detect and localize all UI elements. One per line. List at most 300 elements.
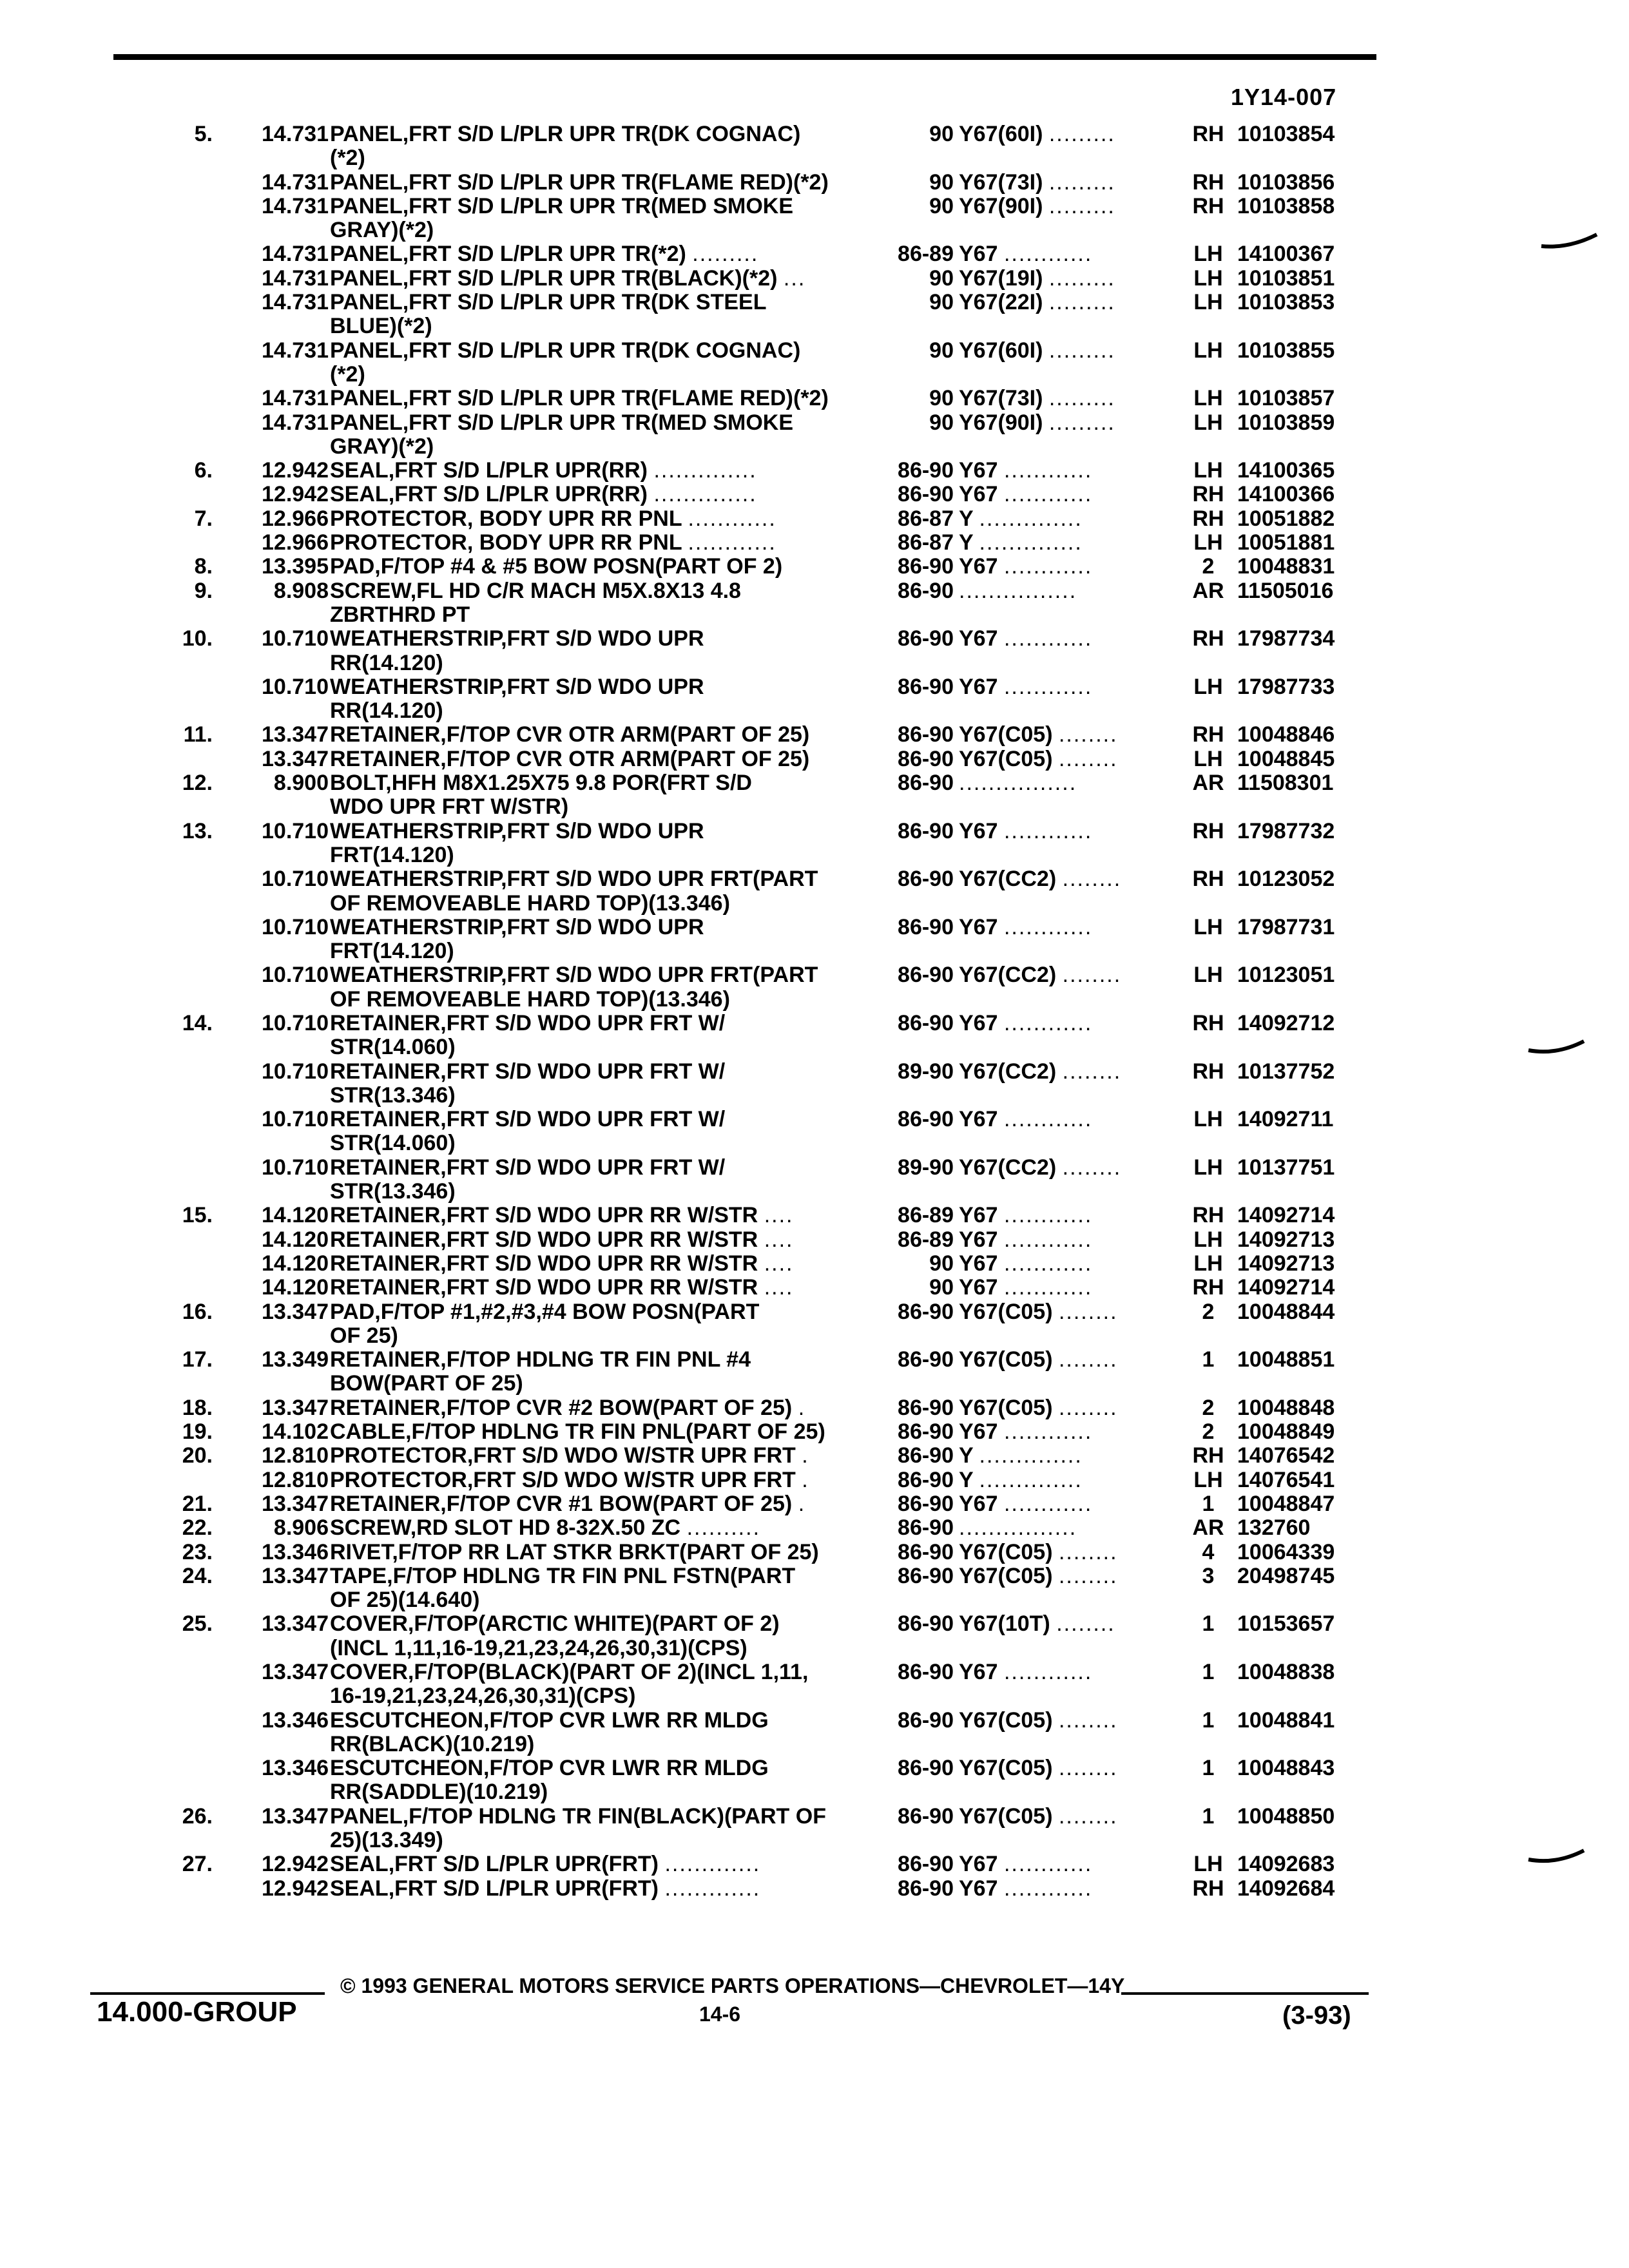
parts-row bbox=[0, 1348, 1629, 1372]
model-years: 86-90 bbox=[898, 554, 954, 579]
figure-number: 10.710 bbox=[262, 1010, 329, 1035]
part-detail: ,FRT S/D WDO W/STR UPR FRT bbox=[467, 1468, 796, 1492]
option-code bbox=[959, 1420, 1191, 1444]
leader-dots: . bbox=[802, 1444, 809, 1468]
part-description bbox=[330, 122, 845, 146]
option-dots: ......... bbox=[1048, 266, 1115, 291]
part-description bbox=[330, 459, 845, 483]
part-description bbox=[330, 1252, 845, 1276]
option-dots: ................ bbox=[959, 771, 1077, 796]
parts-row bbox=[0, 1420, 1629, 1444]
part-description bbox=[330, 699, 845, 723]
part-description bbox=[330, 1108, 845, 1131]
part-detail: ,FRT S/D WDO UPR RR W/STR bbox=[440, 1204, 758, 1228]
part-description bbox=[330, 843, 845, 867]
parts-row-continuation bbox=[0, 795, 1629, 819]
part-name: WEATHERSTRIP bbox=[330, 867, 501, 892]
part-description bbox=[330, 1877, 845, 1901]
part-detail: ,FRT S/D L/PLR UPR TR(DK STEEL bbox=[402, 291, 767, 315]
option-value: Y67 bbox=[959, 1660, 998, 1684]
part-name: PAD bbox=[330, 555, 375, 579]
model-years: 86-90 bbox=[898, 1660, 954, 1684]
parts-row bbox=[0, 291, 1629, 314]
part-detail: STR(14.060) bbox=[330, 1035, 456, 1060]
option-dots: ......... bbox=[1048, 170, 1115, 195]
model-years: 86-90 bbox=[898, 914, 954, 939]
part-detail: GRAY)(*2) bbox=[330, 434, 434, 459]
figure-number: 10.710 bbox=[262, 914, 329, 939]
parts-row bbox=[0, 1012, 1629, 1035]
part-detail: ,FRT S/D WDO UPR RR W/STR bbox=[440, 1251, 758, 1276]
leader-dots: .............. bbox=[653, 483, 757, 507]
part-name: PROTECTOR bbox=[330, 531, 467, 555]
option-value: Y67(C05) bbox=[959, 1708, 1053, 1733]
parts-row-continuation bbox=[0, 1684, 1629, 1708]
option-value: Y67(C05) bbox=[959, 1756, 1053, 1781]
part-description bbox=[330, 387, 845, 410]
parts-row bbox=[0, 1396, 1629, 1420]
option-value: Y67(60I) bbox=[959, 122, 1043, 146]
part-number: 14092684 bbox=[1237, 1876, 1335, 1901]
parts-row-continuation bbox=[0, 699, 1629, 723]
option-code bbox=[959, 1756, 1191, 1780]
part-detail: , BODY UPR RR PNL bbox=[467, 506, 682, 531]
option-value: Y67(22I) bbox=[959, 291, 1043, 315]
part-detail: ,F/TOP RR LAT STKR BRKT(PART OF 25) bbox=[392, 1540, 819, 1564]
part-number: 17987733 bbox=[1237, 674, 1335, 699]
part-detail: BLUE)(*2) bbox=[330, 314, 432, 339]
position-qty: LH bbox=[1193, 386, 1223, 411]
parts-row bbox=[0, 1252, 1629, 1276]
model-years: 86-90 bbox=[898, 1563, 954, 1588]
part-description bbox=[330, 1709, 845, 1733]
position-qty: 1 bbox=[1202, 1611, 1215, 1637]
part-number: 10048848 bbox=[1237, 1395, 1335, 1420]
ref-number: 21. bbox=[182, 1491, 213, 1516]
part-detail: WDO UPR FRT W/STR) bbox=[330, 795, 569, 820]
part-detail: 16-19,21,23,24,26,30,31)(CPS) bbox=[330, 1684, 636, 1709]
ref-number: 13. bbox=[182, 818, 213, 843]
option-dots: ........ bbox=[1058, 723, 1118, 747]
part-number: 10051881 bbox=[1237, 530, 1335, 555]
part-detail: GRAY)(*2) bbox=[330, 218, 434, 243]
model-years: 86-90 bbox=[898, 1803, 954, 1829]
parts-row bbox=[0, 1156, 1629, 1180]
part-name: RETAINER bbox=[330, 1492, 441, 1516]
ref-number: 12. bbox=[182, 771, 213, 796]
option-code bbox=[959, 1012, 1191, 1035]
model-years: 86-90 bbox=[898, 578, 954, 603]
position-qty: LH bbox=[1193, 458, 1223, 483]
parts-row bbox=[0, 1660, 1629, 1684]
position-qty: 2 bbox=[1202, 554, 1215, 579]
option-dots: ............ bbox=[1003, 915, 1093, 939]
model-years: 86-90 bbox=[898, 482, 954, 507]
option-dots: ............ bbox=[1003, 1852, 1093, 1877]
part-detail: FRT(14.120) bbox=[330, 939, 454, 964]
part-description bbox=[330, 171, 845, 195]
part-detail: ,FRT S/D WDO UPR FRT W/ bbox=[440, 1155, 726, 1180]
parts-row bbox=[0, 820, 1629, 843]
part-detail: OF 25) bbox=[330, 1323, 398, 1348]
revision-date: (3-93) bbox=[1282, 2001, 1351, 2030]
option-code bbox=[959, 171, 1191, 195]
figure-number: 12.810 bbox=[262, 1443, 329, 1468]
part-number: 10048850 bbox=[1237, 1803, 1335, 1829]
option-value: Y67(73I) bbox=[959, 170, 1043, 195]
part-detail: 25)(13.349) bbox=[330, 1829, 443, 1853]
part-detail: ,FRT S/D L/PLR UPR TR(FLAME RED)(*2) bbox=[402, 387, 829, 411]
model-years: 86-90 bbox=[898, 1299, 954, 1324]
option-dots: ............ bbox=[1003, 459, 1093, 483]
ref-number: 16. bbox=[182, 1299, 213, 1324]
figure-number: 8.906 bbox=[273, 1515, 329, 1541]
option-code bbox=[959, 411, 1191, 435]
leader-dots: .............. bbox=[653, 459, 757, 483]
part-number: 10123052 bbox=[1237, 867, 1335, 892]
model-years: 86-90 bbox=[898, 867, 954, 892]
model-years: 86-90 bbox=[898, 818, 954, 843]
option-code bbox=[959, 1204, 1191, 1227]
position-qty: 1 bbox=[1202, 1803, 1215, 1829]
parts-row-continuation bbox=[0, 218, 1629, 242]
option-dots: ........ bbox=[1062, 867, 1122, 892]
part-number: 20498745 bbox=[1237, 1563, 1335, 1588]
option-value: Y67 bbox=[959, 483, 998, 507]
position-qty: LH bbox=[1193, 410, 1223, 435]
option-dots: ......... bbox=[1048, 410, 1115, 435]
part-name: RETAINER bbox=[330, 1276, 441, 1300]
part-name: RETAINER bbox=[330, 1204, 441, 1228]
option-value: Y67(90I) bbox=[959, 194, 1043, 218]
figure-number: 14.731 bbox=[262, 386, 329, 411]
option-code bbox=[959, 579, 1191, 603]
option-dots: ............ bbox=[1003, 1660, 1093, 1684]
part-description bbox=[330, 1612, 845, 1636]
option-code bbox=[959, 1877, 1191, 1901]
figure-number: 10.710 bbox=[262, 1155, 329, 1180]
parts-row bbox=[0, 171, 1629, 195]
part-description bbox=[330, 723, 845, 747]
part-number: 11508301 bbox=[1237, 771, 1334, 796]
parts-row bbox=[0, 1108, 1629, 1131]
parts-row bbox=[0, 771, 1629, 795]
position-qty: 1 bbox=[1202, 1660, 1215, 1684]
part-name: SEAL bbox=[330, 1852, 389, 1877]
model-years: 86-90 bbox=[898, 1443, 954, 1468]
part-detail: RR(BLACK)(10.219) bbox=[330, 1732, 535, 1756]
option-value: Y67(C05) bbox=[959, 1348, 1053, 1372]
figure-number: 10.710 bbox=[262, 674, 329, 699]
option-value: Y67(CC2) bbox=[959, 963, 1057, 988]
part-name: RETAINER bbox=[330, 723, 441, 747]
parts-row bbox=[0, 747, 1629, 771]
parts-row bbox=[0, 1276, 1629, 1300]
model-years: 90 bbox=[929, 265, 954, 291]
part-name: RETAINER bbox=[330, 1108, 441, 1132]
part-number: 14092713 bbox=[1237, 1251, 1335, 1276]
part-detail: ,FRT S/D L/PLR UPR TR(FLAME RED)(*2) bbox=[402, 170, 829, 195]
part-name: RETAINER bbox=[330, 1396, 441, 1420]
part-name: TAPE bbox=[330, 1564, 387, 1588]
model-years: 86-87 bbox=[898, 530, 954, 555]
figure-number: 12.966 bbox=[262, 530, 329, 555]
ref-number: 22. bbox=[182, 1515, 213, 1541]
part-detail: ,FRT S/D L/PLR UPR(RR) bbox=[388, 483, 648, 507]
model-years: 86-90 bbox=[898, 1515, 954, 1541]
part-detail: STR(13.346) bbox=[330, 1180, 456, 1204]
part-description bbox=[330, 1035, 845, 1059]
option-code bbox=[959, 1348, 1191, 1372]
figure-number: 13.347 bbox=[262, 722, 329, 747]
ref-number: 5. bbox=[194, 122, 213, 146]
part-description bbox=[330, 1516, 845, 1540]
part-detail: ,FRT S/D WDO UPR bbox=[501, 627, 704, 651]
part-detail: ,FRT S/D L/PLR UPR TR(DK COGNAC) bbox=[402, 338, 801, 363]
part-name: COVER bbox=[330, 1660, 408, 1684]
part-detail: ,FRT S/D L/PLR UPR TR(BLACK)(*2) bbox=[402, 266, 778, 291]
parts-row bbox=[0, 1541, 1629, 1564]
part-detail: ZBRTHRD PT bbox=[330, 602, 470, 627]
part-name: CABLE bbox=[330, 1420, 406, 1445]
option-code bbox=[959, 1444, 1191, 1468]
part-name: RETAINER bbox=[330, 1348, 441, 1372]
part-detail: ,FRT S/D WDO UPR FRT W/ bbox=[440, 1011, 726, 1035]
position-qty: LH bbox=[1193, 963, 1223, 988]
part-detail: BOW(PART OF 25) bbox=[330, 1372, 523, 1396]
parts-row bbox=[0, 555, 1629, 579]
figure-number: 10.710 bbox=[262, 867, 329, 892]
parts-row bbox=[0, 339, 1629, 363]
part-number: 14076541 bbox=[1237, 1467, 1335, 1492]
part-detail: ,FRT S/D WDO W/STR UPR FRT bbox=[467, 1444, 796, 1468]
model-years: 90 bbox=[929, 386, 954, 411]
option-dots: ............ bbox=[1003, 1251, 1093, 1276]
model-years: 90 bbox=[929, 290, 954, 315]
option-code bbox=[959, 627, 1191, 651]
option-value: Y67 bbox=[959, 1227, 998, 1252]
parts-row bbox=[0, 963, 1629, 987]
figure-number: 14.731 bbox=[262, 290, 329, 315]
part-name: RETAINER bbox=[330, 1251, 441, 1276]
part-description bbox=[330, 1637, 845, 1660]
part-name: PANEL bbox=[330, 170, 403, 195]
ref-number: 11. bbox=[183, 722, 213, 747]
option-dots: ........ bbox=[1056, 1612, 1115, 1637]
part-detail: ,F/TOP CVR LWR RR MLDG bbox=[483, 1708, 769, 1733]
option-code bbox=[959, 723, 1191, 747]
figure-number: 13.347 bbox=[262, 1491, 329, 1516]
ref-number: 14. bbox=[182, 1010, 213, 1035]
model-years: 86-90 bbox=[898, 1756, 954, 1781]
option-code bbox=[959, 1276, 1191, 1300]
leader-dots: . bbox=[798, 1492, 806, 1516]
part-description bbox=[330, 1420, 845, 1444]
figure-number: 10.710 bbox=[262, 818, 329, 843]
option-dots: ............ bbox=[1003, 1276, 1093, 1300]
position-qty: LH bbox=[1193, 1227, 1223, 1252]
figure-number: 10.710 bbox=[262, 1059, 329, 1084]
part-detail: (*2) bbox=[330, 146, 365, 171]
part-detail: OF REMOVEABLE HARD TOP)(13.346) bbox=[330, 891, 730, 916]
parts-row-continuation bbox=[0, 1084, 1629, 1108]
option-value: Y67(90I) bbox=[959, 410, 1043, 435]
model-years: 86-90 bbox=[898, 771, 954, 796]
part-detail: ,HFH M8X1.25X75 9.8 POR(FRT S/D bbox=[385, 771, 752, 796]
parts-row-continuation bbox=[0, 1131, 1629, 1155]
part-number: 14100367 bbox=[1237, 242, 1335, 267]
option-dots: ........ bbox=[1058, 747, 1118, 771]
part-name: SCREW bbox=[330, 579, 410, 603]
position-qty: LH bbox=[1193, 242, 1223, 267]
option-code bbox=[959, 963, 1191, 987]
part-detail: ,F/TOP CVR OTR ARM(PART OF 25) bbox=[440, 747, 810, 771]
ref-number: 19. bbox=[182, 1419, 213, 1445]
option-code bbox=[959, 555, 1191, 579]
part-description bbox=[330, 1541, 845, 1564]
part-description bbox=[330, 1276, 845, 1300]
model-years: 86-90 bbox=[898, 1539, 954, 1564]
model-years: 86-87 bbox=[898, 506, 954, 531]
part-description bbox=[330, 1131, 845, 1155]
part-description bbox=[330, 1396, 845, 1420]
option-dots: ................ bbox=[959, 1516, 1077, 1541]
part-detail: ,F/TOP CVR #2 BOW(PART OF 25) bbox=[440, 1396, 793, 1420]
part-description bbox=[330, 579, 845, 603]
option-dots: ............ bbox=[1003, 242, 1093, 267]
option-code bbox=[959, 1612, 1191, 1636]
position-qty: RH bbox=[1192, 122, 1224, 146]
part-description bbox=[330, 1180, 845, 1204]
part-description bbox=[330, 314, 845, 338]
figure-number: 14.102 bbox=[262, 1419, 329, 1445]
model-years: 90 bbox=[929, 410, 954, 435]
option-value: Y67 bbox=[959, 1108, 998, 1132]
parts-row bbox=[0, 1709, 1629, 1733]
part-detail: (*2) bbox=[330, 362, 365, 387]
part-name: COVER bbox=[330, 1612, 408, 1637]
option-dots: ................ bbox=[959, 579, 1077, 603]
part-description bbox=[330, 218, 845, 242]
part-detail: ,F/TOP CVR OTR ARM(PART OF 25) bbox=[440, 723, 810, 747]
parts-row-continuation bbox=[0, 988, 1629, 1012]
part-detail: RR(14.120) bbox=[330, 651, 443, 675]
parts-row bbox=[0, 675, 1629, 699]
part-name: RETAINER bbox=[330, 1059, 441, 1084]
part-name: WEATHERSTRIP bbox=[330, 819, 501, 843]
part-description bbox=[330, 1348, 845, 1372]
option-dots: ............ bbox=[1003, 1876, 1093, 1901]
part-description bbox=[330, 1684, 845, 1708]
part-number: 10153657 bbox=[1237, 1611, 1335, 1637]
position-qty: 4 bbox=[1202, 1539, 1215, 1564]
parts-row bbox=[0, 267, 1629, 291]
leader-dots: .... bbox=[764, 1204, 794, 1228]
option-dots: ......... bbox=[1048, 338, 1115, 363]
option-dots: ............ bbox=[1003, 1492, 1093, 1516]
position-qty: LH bbox=[1193, 746, 1223, 771]
figure-number: 14.120 bbox=[262, 1227, 329, 1252]
model-years: 90 bbox=[929, 169, 954, 195]
figure-number: 12.966 bbox=[262, 506, 329, 531]
part-name: RETAINER bbox=[330, 747, 441, 771]
parts-row-continuation bbox=[0, 1035, 1629, 1059]
part-number: 10103855 bbox=[1237, 338, 1335, 363]
part-description bbox=[330, 1733, 845, 1756]
parts-row bbox=[0, 579, 1629, 603]
position-qty: RH bbox=[1192, 482, 1224, 507]
option-code bbox=[959, 387, 1191, 410]
part-description bbox=[330, 555, 845, 579]
position-qty: RH bbox=[1192, 1275, 1224, 1300]
option-value: Y67(10T) bbox=[959, 1612, 1050, 1637]
parts-row-continuation bbox=[0, 939, 1629, 963]
part-detail: ,F/TOP HDLNG TR FIN(BLACK)(PART OF bbox=[402, 1804, 826, 1829]
position-qty: LH bbox=[1193, 674, 1223, 699]
position-qty: LH bbox=[1193, 1251, 1223, 1276]
part-number: 14076542 bbox=[1237, 1443, 1335, 1468]
ref-number: 18. bbox=[182, 1395, 213, 1420]
position-qty: RH bbox=[1192, 169, 1224, 195]
part-name: RETAINER bbox=[330, 1227, 441, 1252]
part-description bbox=[330, 1324, 845, 1348]
part-name: PROTECTOR bbox=[330, 506, 467, 531]
position-qty: RH bbox=[1192, 722, 1224, 747]
part-description bbox=[330, 867, 845, 891]
leader-dots: ............. bbox=[664, 1852, 761, 1877]
option-dots: ............ bbox=[1003, 1420, 1093, 1445]
parts-row bbox=[0, 1444, 1629, 1468]
part-number: 11505016 bbox=[1237, 578, 1334, 603]
part-name: PANEL bbox=[330, 242, 403, 267]
part-detail: ,F/TOP #4 & #5 BOW POSN(PART OF 2) bbox=[374, 555, 783, 579]
part-name: ESCUTCHEON bbox=[330, 1756, 484, 1781]
parts-row-continuation bbox=[0, 603, 1629, 627]
part-detail: ,F/TOP(ARCTIC WHITE)(PART OF 2) bbox=[407, 1612, 780, 1637]
position-qty: AR bbox=[1192, 1515, 1224, 1541]
part-name: WEATHERSTRIP bbox=[330, 627, 501, 651]
part-description bbox=[330, 1829, 845, 1852]
position-qty: 2 bbox=[1202, 1419, 1215, 1445]
part-detail: STR(13.346) bbox=[330, 1083, 456, 1108]
parts-row-continuation bbox=[0, 1829, 1629, 1852]
figure-number: 14.731 bbox=[262, 338, 329, 363]
part-number: 14092683 bbox=[1237, 1852, 1335, 1877]
figure-number: 13.346 bbox=[262, 1707, 329, 1733]
part-name: PROTECTOR bbox=[330, 1444, 467, 1468]
part-number: 10103859 bbox=[1237, 410, 1335, 435]
option-code bbox=[959, 916, 1191, 939]
leader-dots: ... bbox=[783, 266, 806, 291]
model-years: 90 bbox=[929, 193, 954, 218]
position-qty: RH bbox=[1192, 1059, 1224, 1084]
ref-number: 6. bbox=[194, 458, 213, 483]
part-number: 14100365 bbox=[1237, 458, 1335, 483]
parts-row bbox=[0, 1564, 1629, 1588]
figure-number: 13.347 bbox=[262, 1299, 329, 1324]
parts-row-continuation bbox=[0, 843, 1629, 867]
option-value: Y67 bbox=[959, 1251, 998, 1276]
ref-number: 25. bbox=[182, 1611, 213, 1637]
part-number: 10048838 bbox=[1237, 1660, 1335, 1684]
option-dots: ........ bbox=[1058, 1396, 1118, 1420]
part-description bbox=[330, 1756, 845, 1780]
model-years: 90 bbox=[929, 1251, 954, 1276]
parts-row bbox=[0, 1060, 1629, 1084]
part-name: WEATHERSTRIP bbox=[330, 675, 501, 699]
part-description bbox=[330, 1012, 845, 1035]
ref-number: 27. bbox=[182, 1852, 213, 1877]
